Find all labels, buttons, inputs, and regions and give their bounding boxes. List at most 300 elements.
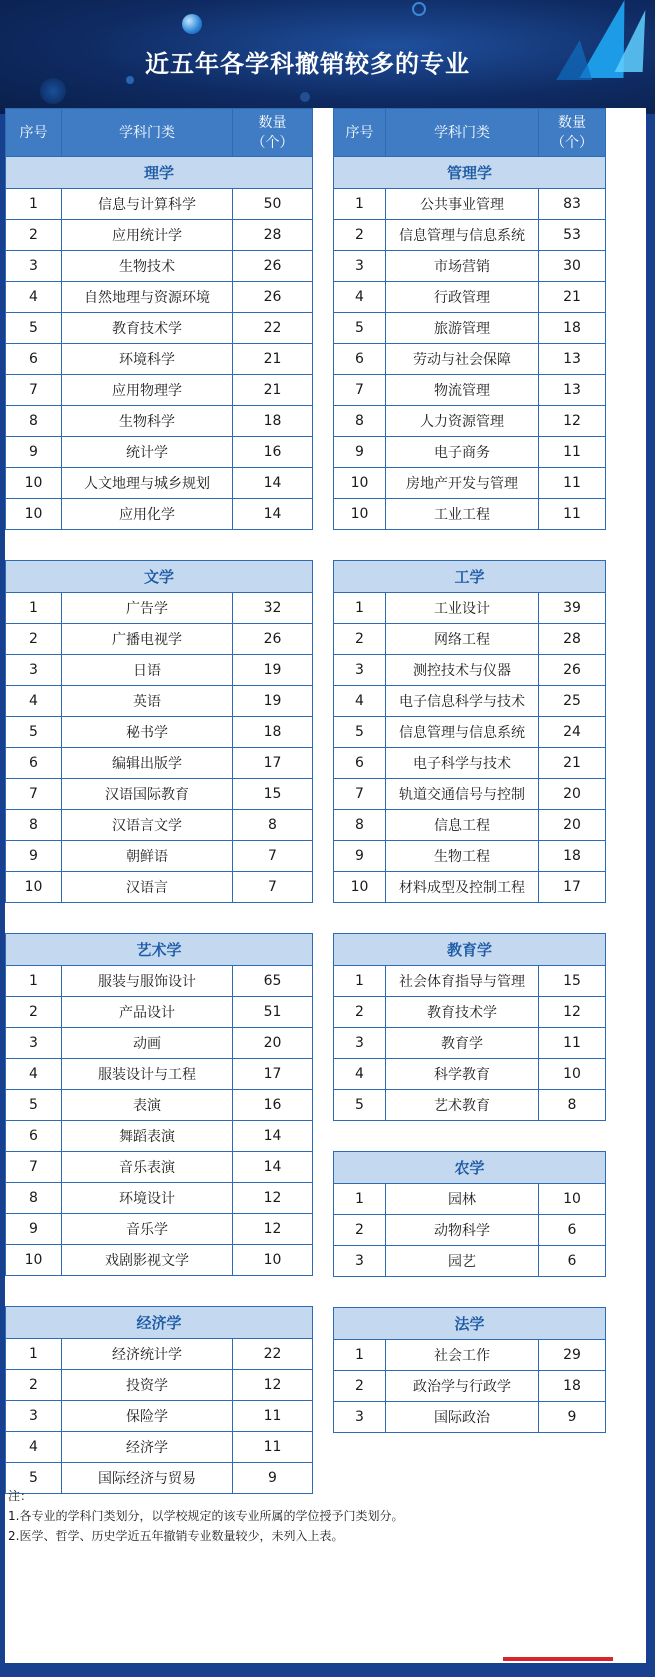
major-name-cell: 投资学	[62, 1370, 233, 1401]
category-title: 法学	[334, 1308, 606, 1340]
count-cell: 39	[539, 593, 606, 624]
index-cell: 1	[334, 1340, 386, 1371]
index-cell: 7	[334, 375, 386, 406]
major-name-cell: 物流管理	[386, 375, 539, 406]
count-cell: 13	[539, 375, 606, 406]
major-name-cell: 表演	[62, 1090, 233, 1121]
major-name-cell: 音乐表演	[62, 1152, 233, 1183]
section-spacer	[6, 1276, 313, 1307]
table-row	[334, 966, 606, 997]
count-cell: 11	[233, 1401, 313, 1432]
index-cell: 3	[6, 1028, 62, 1059]
index-cell: 10	[6, 1245, 62, 1276]
index-cell: 9	[6, 1214, 62, 1245]
spacer-cell	[334, 530, 606, 561]
major-name-cell: 动画	[62, 1028, 233, 1059]
index-cell: 2	[6, 624, 62, 655]
index-cell: 8	[6, 1183, 62, 1214]
index-cell: 5	[6, 1463, 62, 1494]
table-row	[334, 810, 606, 841]
major-name-cell: 工业工程	[386, 499, 539, 530]
count-cell: 26	[539, 655, 606, 686]
table-row	[6, 655, 313, 686]
count-cell: 12	[233, 1370, 313, 1401]
major-name-cell: 汉语言	[62, 872, 233, 903]
major-name-cell: 朝鲜语	[62, 841, 233, 872]
table-row	[6, 251, 313, 282]
table-row	[6, 1432, 313, 1463]
table-row	[6, 1090, 313, 1121]
major-name-cell: 生物技术	[62, 251, 233, 282]
table-row	[334, 282, 606, 313]
index-cell: 5	[6, 313, 62, 344]
table-row	[6, 1183, 313, 1214]
count-cell: 11	[233, 1432, 313, 1463]
category-title: 经济学	[6, 1307, 313, 1339]
count-cell: 20	[539, 779, 606, 810]
category-header-row	[6, 157, 313, 189]
count-cell: 11	[539, 437, 606, 468]
table-row	[334, 251, 606, 282]
page-title: 近五年各学科撤销较多的专业	[145, 50, 470, 78]
major-name-cell: 音乐学	[62, 1214, 233, 1245]
table-row	[6, 717, 313, 748]
table-row	[6, 810, 313, 841]
count-cell: 29	[539, 1340, 606, 1371]
major-name-cell: 教育技术学	[386, 997, 539, 1028]
major-name-cell: 园艺	[386, 1246, 539, 1277]
section-spacer	[334, 530, 606, 561]
count-cell: 30	[539, 251, 606, 282]
index-cell: 3	[6, 1401, 62, 1432]
index-cell: 10	[334, 872, 386, 903]
major-name-cell: 信息管理与信息系统	[386, 717, 539, 748]
category-title: 管理学	[334, 157, 606, 189]
major-name-cell: 保险学	[62, 1401, 233, 1432]
index-cell: 5	[6, 717, 62, 748]
index-cell: 3	[334, 1028, 386, 1059]
count-cell: 53	[539, 220, 606, 251]
table-row	[334, 997, 606, 1028]
count-cell: 10	[539, 1184, 606, 1215]
decorative-orb	[182, 14, 202, 34]
index-cell: 1	[6, 189, 62, 220]
decorative-orb	[40, 78, 66, 104]
major-name-cell: 电子信息科学与技术	[386, 686, 539, 717]
section-spacer	[6, 530, 313, 561]
table-row	[6, 1401, 313, 1432]
count-cell: 51	[233, 997, 313, 1028]
major-name-cell: 人力资源管理	[386, 406, 539, 437]
count-cell: 10	[233, 1245, 313, 1276]
count-cell: 9	[539, 1402, 606, 1433]
major-name-cell: 艺术教育	[386, 1090, 539, 1121]
table-header-row	[6, 109, 313, 157]
red-accent-bar	[503, 1657, 613, 1661]
major-name-cell: 信息与计算科学	[62, 189, 233, 220]
table-row	[334, 1402, 606, 1433]
count-cell: 16	[233, 1090, 313, 1121]
index-cell: 3	[6, 655, 62, 686]
table-row	[334, 313, 606, 344]
count-cell: 12	[539, 997, 606, 1028]
index-cell: 9	[6, 841, 62, 872]
count-cell: 18	[233, 717, 313, 748]
major-name-cell: 应用化学	[62, 499, 233, 530]
major-name-cell: 工业设计	[386, 593, 539, 624]
major-name-cell: 行政管理	[386, 282, 539, 313]
index-cell: 5	[334, 313, 386, 344]
count-cell: 25	[539, 686, 606, 717]
count-cell: 21	[233, 344, 313, 375]
count-cell: 24	[539, 717, 606, 748]
major-name-cell: 经济统计学	[62, 1339, 233, 1370]
index-cell: 1	[6, 1339, 62, 1370]
count-cell: 12	[539, 406, 606, 437]
table-row	[334, 468, 606, 499]
table-row	[334, 841, 606, 872]
index-cell: 1	[334, 593, 386, 624]
major-name-cell: 教育技术学	[62, 313, 233, 344]
table-row	[6, 593, 313, 624]
footnote-line-2: 2.医学、哲学、历史学近五年撤销专业数量较少，未列入上表。	[8, 1529, 344, 1543]
table-row	[6, 624, 313, 655]
table-row	[334, 748, 606, 779]
count-cell: 11	[539, 468, 606, 499]
table-row	[6, 1245, 313, 1276]
count-cell: 14	[233, 468, 313, 499]
count-cell: 26	[233, 251, 313, 282]
right-table	[333, 108, 606, 1433]
section-spacer	[334, 1121, 606, 1152]
major-name-cell: 生物科学	[62, 406, 233, 437]
major-name-cell: 材料成型及控制工程	[386, 872, 539, 903]
table-row	[6, 313, 313, 344]
count-cell: 22	[233, 313, 313, 344]
count-cell: 20	[539, 810, 606, 841]
table-row	[6, 1028, 313, 1059]
major-name-cell: 汉语言文学	[62, 810, 233, 841]
count-cell: 17	[233, 748, 313, 779]
index-cell: 9	[334, 841, 386, 872]
table-row	[334, 717, 606, 748]
count-cell: 14	[233, 499, 313, 530]
count-cell: 12	[233, 1183, 313, 1214]
table-row	[334, 1184, 606, 1215]
table-row	[334, 686, 606, 717]
category-header-row	[334, 157, 606, 189]
major-name-cell: 旅游管理	[386, 313, 539, 344]
index-cell: 3	[334, 251, 386, 282]
index-cell: 1	[334, 189, 386, 220]
table-row	[334, 406, 606, 437]
header-index: 序号	[334, 109, 386, 157]
index-cell: 9	[334, 437, 386, 468]
major-name-cell: 网络工程	[386, 624, 539, 655]
major-name-cell: 教育学	[386, 1028, 539, 1059]
table-row	[334, 779, 606, 810]
header-count-line2: （个）	[251, 134, 294, 151]
index-cell: 5	[334, 1090, 386, 1121]
bottom-bar	[0, 1663, 655, 1677]
table-row	[334, 220, 606, 251]
table-row	[6, 499, 313, 530]
major-name-cell: 生物工程	[386, 841, 539, 872]
count-cell: 32	[233, 593, 313, 624]
index-cell: 7	[6, 1152, 62, 1183]
count-cell: 26	[233, 282, 313, 313]
count-cell: 21	[539, 282, 606, 313]
table-row	[6, 686, 313, 717]
major-name-cell: 自然地理与资源环境	[62, 282, 233, 313]
index-cell: 2	[6, 997, 62, 1028]
index-cell: 8	[334, 810, 386, 841]
index-cell: 6	[6, 344, 62, 375]
index-cell: 6	[6, 1121, 62, 1152]
table-row	[6, 1121, 313, 1152]
count-cell: 18	[539, 1371, 606, 1402]
count-cell: 9	[233, 1463, 313, 1494]
index-cell: 3	[334, 1246, 386, 1277]
category-header-row	[334, 1308, 606, 1340]
index-cell: 1	[334, 966, 386, 997]
table-row	[6, 1370, 313, 1401]
major-name-cell: 测控技术与仪器	[386, 655, 539, 686]
table-row	[6, 1152, 313, 1183]
footnote-line-1: 1.各专业的学科门类划分，以学校规定的该专业所属的学位授予门类划分。	[8, 1509, 404, 1523]
major-name-cell: 电子科学与技术	[386, 748, 539, 779]
major-name-cell: 服装与服饰设计	[62, 966, 233, 997]
major-name-cell: 应用物理学	[62, 375, 233, 406]
index-cell: 4	[334, 686, 386, 717]
table-row	[6, 437, 313, 468]
major-name-cell: 广告学	[62, 593, 233, 624]
index-cell: 5	[6, 1090, 62, 1121]
header-category: 学科门类	[62, 109, 233, 157]
table-row	[334, 1340, 606, 1371]
count-cell: 21	[539, 748, 606, 779]
category-header-row	[334, 1152, 606, 1184]
index-cell: 6	[6, 748, 62, 779]
index-cell: 2	[334, 220, 386, 251]
category-title: 理学	[6, 157, 313, 189]
index-cell: 7	[6, 779, 62, 810]
table-row	[6, 748, 313, 779]
index-cell: 8	[6, 406, 62, 437]
table-row	[6, 779, 313, 810]
count-cell: 7	[233, 841, 313, 872]
table-row	[6, 344, 313, 375]
major-name-cell: 社会体育指导与管理	[386, 966, 539, 997]
count-cell: 12	[233, 1214, 313, 1245]
major-name-cell: 公共事业管理	[386, 189, 539, 220]
major-name-cell: 环境设计	[62, 1183, 233, 1214]
table-row	[6, 841, 313, 872]
index-cell: 6	[334, 748, 386, 779]
index-cell: 10	[6, 468, 62, 499]
major-name-cell: 人文地理与城乡规划	[62, 468, 233, 499]
index-cell: 4	[6, 282, 62, 313]
count-cell: 6	[539, 1215, 606, 1246]
index-cell: 9	[6, 437, 62, 468]
table-row	[334, 189, 606, 220]
major-name-cell: 国际政治	[386, 1402, 539, 1433]
index-cell: 7	[6, 375, 62, 406]
major-name-cell: 日语	[62, 655, 233, 686]
count-cell: 26	[233, 624, 313, 655]
count-cell: 22	[233, 1339, 313, 1370]
table-row	[334, 1059, 606, 1090]
major-name-cell: 轨道交通信号与控制	[386, 779, 539, 810]
count-cell: 83	[539, 189, 606, 220]
table-row	[334, 655, 606, 686]
count-cell: 18	[539, 313, 606, 344]
header-count	[233, 109, 313, 157]
category-header-row	[6, 561, 313, 593]
major-name-cell: 应用统计学	[62, 220, 233, 251]
major-name-cell: 信息管理与信息系统	[386, 220, 539, 251]
index-cell: 1	[6, 593, 62, 624]
count-cell: 10	[539, 1059, 606, 1090]
index-cell: 10	[6, 872, 62, 903]
footnote-label: 注：	[8, 1489, 33, 1503]
count-cell: 17	[539, 872, 606, 903]
table-header-row	[334, 109, 606, 157]
major-name-cell: 电子商务	[386, 437, 539, 468]
major-name-cell: 科学教育	[386, 1059, 539, 1090]
index-cell: 10	[334, 499, 386, 530]
major-name-cell: 国际经济与贸易	[62, 1463, 233, 1494]
index-cell: 2	[334, 1371, 386, 1402]
index-cell: 4	[6, 686, 62, 717]
table-row	[6, 1214, 313, 1245]
count-cell: 65	[233, 966, 313, 997]
index-cell: 2	[6, 220, 62, 251]
count-cell: 11	[539, 499, 606, 530]
major-name-cell: 劳动与社会保障	[386, 344, 539, 375]
index-cell: 2	[334, 997, 386, 1028]
spacer-cell	[6, 1276, 313, 1307]
table-row	[334, 1090, 606, 1121]
table-row	[6, 375, 313, 406]
major-name-cell: 统计学	[62, 437, 233, 468]
table-row	[334, 1371, 606, 1402]
header-count-line1: 数量	[258, 114, 287, 131]
major-name-cell: 广播电视学	[62, 624, 233, 655]
major-name-cell: 政治学与行政学	[386, 1371, 539, 1402]
index-cell: 6	[334, 344, 386, 375]
category-header-row	[6, 934, 313, 966]
category-header-row	[6, 1307, 313, 1339]
category-title: 教育学	[334, 934, 606, 966]
index-cell: 4	[334, 1059, 386, 1090]
major-name-cell: 经济学	[62, 1432, 233, 1463]
count-cell: 21	[233, 375, 313, 406]
count-cell: 20	[233, 1028, 313, 1059]
decorative-dot	[300, 92, 310, 102]
category-header-row	[334, 561, 606, 593]
major-name-cell: 服装设计与工程	[62, 1059, 233, 1090]
table-row	[334, 344, 606, 375]
spacer-cell	[334, 903, 606, 934]
table-row	[334, 872, 606, 903]
index-cell: 8	[334, 406, 386, 437]
footnotes	[8, 1486, 608, 1546]
header-count-line1: 数量	[558, 114, 586, 131]
count-cell: 19	[233, 686, 313, 717]
count-cell: 18	[233, 406, 313, 437]
category-title: 文学	[6, 561, 313, 593]
decorative-ring	[412, 2, 426, 16]
count-cell: 14	[233, 1121, 313, 1152]
major-name-cell: 市场营销	[386, 251, 539, 282]
count-cell: 18	[539, 841, 606, 872]
count-cell: 17	[233, 1059, 313, 1090]
spacer-cell	[6, 530, 313, 561]
table-row	[334, 624, 606, 655]
table-row	[6, 220, 313, 251]
index-cell: 8	[6, 810, 62, 841]
count-cell: 15	[539, 966, 606, 997]
header-count-line2: （个）	[551, 134, 593, 151]
index-cell: 7	[334, 779, 386, 810]
section-spacer	[6, 903, 313, 934]
table-row	[334, 499, 606, 530]
header-index: 序号	[6, 109, 62, 157]
index-cell: 2	[334, 1215, 386, 1246]
major-name-cell: 动物科学	[386, 1215, 539, 1246]
count-cell: 6	[539, 1246, 606, 1277]
category-title: 艺术学	[6, 934, 313, 966]
index-cell: 4	[334, 282, 386, 313]
index-cell: 3	[6, 251, 62, 282]
header-count	[539, 109, 606, 157]
major-name-cell: 房地产开发与管理	[386, 468, 539, 499]
major-name-cell: 社会工作	[386, 1340, 539, 1371]
table-row	[6, 966, 313, 997]
spacer-cell	[334, 1121, 606, 1152]
spacer-cell	[334, 1277, 606, 1308]
table-row	[6, 997, 313, 1028]
index-cell: 3	[334, 1402, 386, 1433]
major-name-cell: 编辑出版学	[62, 748, 233, 779]
index-cell: 1	[334, 1184, 386, 1215]
count-cell: 11	[539, 1028, 606, 1059]
left-table	[5, 108, 313, 1494]
table-row	[6, 189, 313, 220]
count-cell: 50	[233, 189, 313, 220]
count-cell: 8	[233, 810, 313, 841]
count-cell: 14	[233, 1152, 313, 1183]
spacer-cell	[6, 903, 313, 934]
table-row	[334, 437, 606, 468]
index-cell: 3	[334, 655, 386, 686]
index-cell: 4	[6, 1059, 62, 1090]
major-name-cell: 汉语国际教育	[62, 779, 233, 810]
count-cell: 8	[539, 1090, 606, 1121]
table-row	[334, 1246, 606, 1277]
major-name-cell: 戏剧影视文学	[62, 1245, 233, 1276]
category-title: 农学	[334, 1152, 606, 1184]
count-cell: 15	[233, 779, 313, 810]
category-header-row	[334, 934, 606, 966]
table-row	[6, 406, 313, 437]
index-cell: 5	[334, 717, 386, 748]
count-cell: 16	[233, 437, 313, 468]
section-spacer	[334, 903, 606, 934]
index-cell: 2	[6, 1370, 62, 1401]
count-cell: 28	[233, 220, 313, 251]
